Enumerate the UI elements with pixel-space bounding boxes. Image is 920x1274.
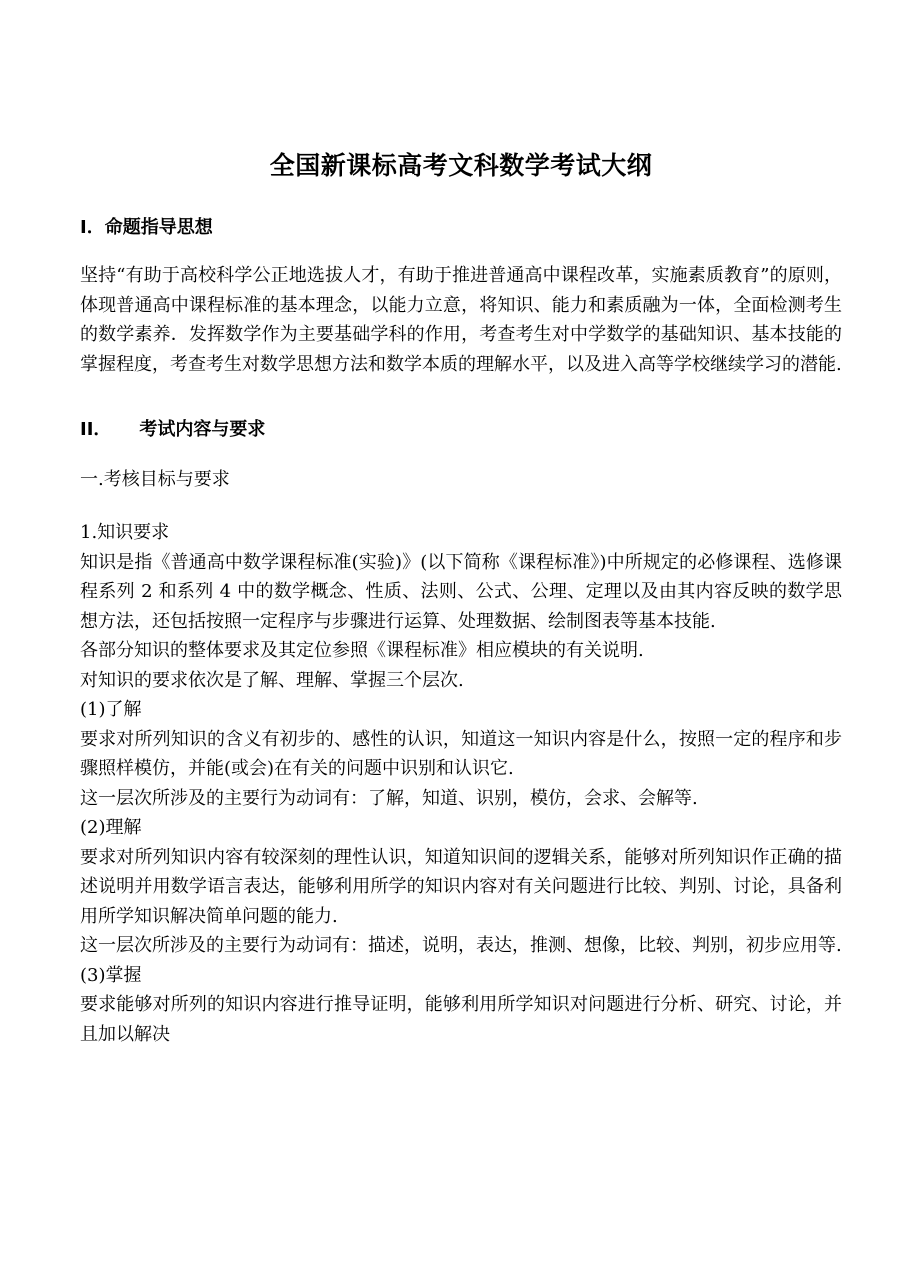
section1-body xyxy=(80,261,842,379)
guiding-paragraph: 坚持“有助于高校科学公正地选拔人才，有助于推进普通高中课程改革，实施素质教育”的原则，体现普通高中课程标准的基本理念，以能力立意，将知识、能力和素质融为一体，全面检测考生的数学素养．发挥数学作为主要基础学科的作用，考查考生对中学数学的基础知识、基本技能的掌握程度，考查考生对数学思想方法和数学本质的理解水平，以及进入高等学校继续学习的潜能. xyxy=(80,265,842,375)
level-understand-title: (1)了解 xyxy=(80,699,142,720)
knowledge-scope: 各部分知识的整体要求及其定位参照《课程标准》相应模块的有关说明. xyxy=(80,640,644,661)
section2-body xyxy=(80,518,842,1049)
section-title-2: 考试内容与要求 xyxy=(139,419,266,440)
level-master-title: (3)掌握 xyxy=(80,964,142,986)
level-comprehend-title: (2)理解 xyxy=(80,817,142,838)
section-heading-2 xyxy=(80,416,265,444)
section-title-1: 命题指导思想 xyxy=(104,217,213,238)
section-heading-1 xyxy=(80,214,213,242)
knowledge-levels: 对知识的要求依次是了解、理解、掌握三个层次. xyxy=(80,669,464,691)
level-comprehend-desc: 要求对所列知识内容有较深刻的理性认识，知道知识间的逻辑关系，能够对所列知识作正确的描述说明并用数学语言表达，能够利用所学的知识内容对有关问题进行比较、判别、讨论，具备利用所学知识解决简单问题的能力. xyxy=(80,846,842,927)
section-number-2: II． xyxy=(80,419,112,440)
knowledge-title: 1.知识要求 xyxy=(80,522,170,543)
subheading-block xyxy=(80,465,842,495)
level-understand-desc: 要求对所列知识的含义有初步的、感性的认识，知道这一知识内容是什么，按照一定的程序和步骤照样模仿，并能(或会)在有关的问题中识别和认识它. xyxy=(80,728,842,779)
subheading: 一.考核目标与要求 xyxy=(80,469,230,490)
document-title: 全国新课标高考文科数学考试大纲 xyxy=(269,151,653,180)
level-master-desc: 要求能够对所列的知识内容进行推导证明，能够利用所学知识对问题进行分析、研究、讨论，并且加以解决 xyxy=(80,994,842,1045)
level-understand-verbs: 这一层次所涉及的主要行为动词有：了解，知道、识别，模仿，会求、会解等. xyxy=(80,787,698,809)
knowledge-definition: 知识是指《普通高中数学课程标准(实验)》(以下简称《课程标准》)中所规定的必修课程、选修课程系列 2 和系列 4 中的数学概念、性质、法则、公式、公理、定理以及由其内容反映的数学思想方法，还包括按照一定程序与步骤进行运算、处理数据、绘制图表等基本技能. xyxy=(80,551,842,632)
section-number-1: I． xyxy=(80,217,105,238)
level-comprehend-verbs: 这一层次所涉及的主要行为动词有：描述，说明，表达，推测、想像，比较、判别，初步应用等. xyxy=(80,935,842,956)
